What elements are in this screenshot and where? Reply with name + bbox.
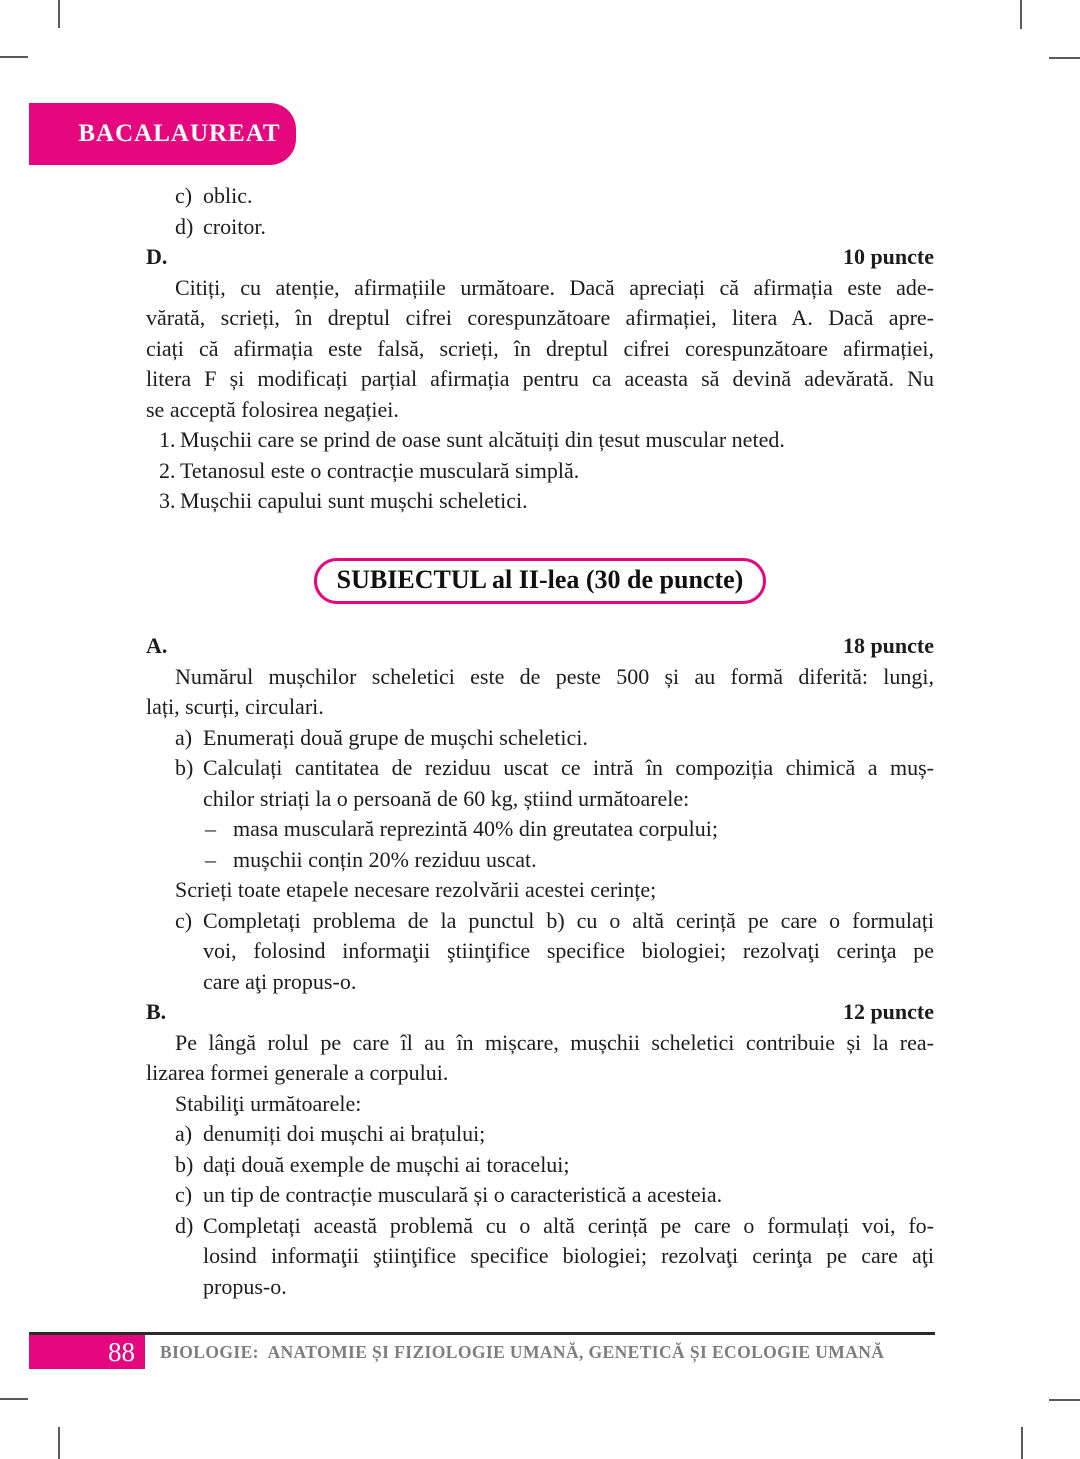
paragraph-line: lați, scurți, circulari. xyxy=(146,694,324,719)
crop-mark xyxy=(1049,1399,1080,1401)
chapter-badge-label: BACALAUREAT xyxy=(78,120,281,147)
section-points: 10 puncte xyxy=(842,244,934,269)
paragraph-line: lizarea formei generale a corpului. xyxy=(146,1060,449,1085)
crop-mark xyxy=(1020,0,1022,29)
section-b-paragraph xyxy=(146,1028,934,1089)
list-marker: d) xyxy=(175,1212,194,1238)
lettered-item xyxy=(146,1119,934,1150)
list-text: denumiți doi mușchi ai brațului; xyxy=(203,1121,486,1146)
crop-mark xyxy=(0,1398,28,1400)
paragraph-line: Numărul mușchilor scheletici este de peste 500 și au formă diferită: lungi, xyxy=(175,663,934,689)
paragraph-line: vărată, scrieți, în dreptul cifrei corespunzătoare afirmației, litera A. Dacă apre- xyxy=(146,305,934,330)
list-marker: 2. xyxy=(159,457,176,483)
crop-mark xyxy=(1049,57,1080,59)
list-item xyxy=(146,212,934,243)
list-text: oblic. xyxy=(203,183,253,208)
list-marker: 1. xyxy=(159,427,176,452)
list-item xyxy=(146,181,934,212)
lettered-item xyxy=(146,1211,934,1303)
section-points: 18 puncte xyxy=(842,633,934,658)
list-marker: a) xyxy=(175,724,193,750)
list-text: masa musculară reprezintă 40% din greutatea corpului; xyxy=(233,816,719,841)
paragraph-line: litera F și modificați parțial afirmația pentru ca aceasta să devină adevărată. Nu xyxy=(146,366,934,391)
item-line: Calculați cantitatea de reziduu uscat ce intră în compoziția chimică a muș- xyxy=(203,755,934,780)
lettered-item xyxy=(146,723,934,754)
chapter-badge xyxy=(29,103,296,165)
item-line: voi, folosind informaţii ştiinţifice specifice biologiei; rezolvaţi cerinţa pe xyxy=(203,938,934,963)
page-number: 88 xyxy=(108,1337,135,1367)
item-line: losind informaţii ştiinţifice specifice biologiei; rezolvaţi cerinţa pe care aţi xyxy=(203,1243,934,1268)
list-marker: b) xyxy=(175,755,194,780)
numbered-item xyxy=(146,425,934,456)
page-number-box xyxy=(29,1335,145,1369)
list-text: un tip de contracție musculară și o caracteristică a acesteia. xyxy=(203,1182,723,1207)
section-d-paragraph xyxy=(146,273,934,426)
item-line: Completați această problemă cu o altă cerință pe care o formulați voi, fo- xyxy=(203,1212,934,1238)
section-a-heading xyxy=(146,631,934,662)
item-line: care aţi propus-o. xyxy=(203,968,357,994)
section-label: A. xyxy=(146,633,168,658)
list-text: Enumerați două grupe de mușchi scheletici. xyxy=(203,724,588,750)
list-text: Tetanosul este o contracție musculară simplă. xyxy=(180,457,580,483)
section-label: D. xyxy=(146,244,168,269)
list-text: dați două exemple de mușchi ai toracelui; xyxy=(203,1151,570,1177)
dash-item xyxy=(146,845,934,876)
paragraph-line: ciați că afirmația este falsă, scrieți, în dreptul cifrei corespunzătoare afirmației, xyxy=(146,335,934,361)
lettered-item xyxy=(146,1180,934,1211)
section-points: 12 puncte xyxy=(842,999,934,1024)
item-line: chilor striați la o persoană de 60 kg, știind următoarele: xyxy=(203,785,690,811)
list-marker: d) xyxy=(175,213,194,239)
list-text xyxy=(203,1211,934,1303)
list-marker: a) xyxy=(175,1121,193,1146)
subject-title-box: SUBIECTUL al II-lea (30 de puncte) xyxy=(314,558,767,605)
item-line: Completați problema de la punctul b) cu o altă cerință pe care o formulați xyxy=(203,907,934,933)
dash-marker: – xyxy=(205,846,216,872)
crop-mark xyxy=(0,56,28,58)
section-a-paragraph xyxy=(146,662,934,723)
page-content xyxy=(146,181,934,1302)
crop-mark xyxy=(1021,1427,1023,1459)
paragraph-line: Pe lângă rolul pe care îl au în mișcare, mușchii scheletici contribuie și la rea- xyxy=(175,1029,934,1055)
lettered-item xyxy=(146,1150,934,1181)
dash-item xyxy=(146,814,934,845)
numbered-item xyxy=(146,456,934,487)
list-text xyxy=(203,753,934,814)
item-line: propus-o. xyxy=(203,1273,287,1299)
crop-mark xyxy=(58,1427,60,1459)
list-text xyxy=(203,906,934,998)
note-line: Scrieți toate etapele necesare rezolvării acestei cerințe; xyxy=(175,877,657,902)
paragraph-line: Citiți, cu atenție, afirmațiile următoare. Dacă apreciați că afirmația este ade- xyxy=(175,274,934,300)
subject-title-wrap xyxy=(146,558,934,605)
section-b-heading xyxy=(146,997,934,1028)
list-text: Mușchii care se prind de oase sunt alcătuiți din țesut muscular neted. xyxy=(180,427,785,452)
section-d-heading xyxy=(146,242,934,273)
list-text: mușchii conțin 20% reziduu uscat. xyxy=(233,846,537,872)
numbered-item xyxy=(146,486,934,517)
footer-book-title: BIOLOGIE: ANATOMIE ȘI FIZIOLOGIE UMANĂ, GENETICĂ ȘI ECOLOGIE UMANĂ xyxy=(160,1341,885,1362)
list-marker: c) xyxy=(175,1182,193,1207)
dash-marker: – xyxy=(205,816,216,841)
list-marker: c) xyxy=(175,183,193,208)
lettered-item xyxy=(146,906,934,998)
list-text: croitor. xyxy=(203,213,266,239)
lettered-item xyxy=(146,753,934,814)
paragraph-line: se acceptă folosirea negației. xyxy=(146,396,399,422)
list-marker: c) xyxy=(175,907,193,933)
list-marker: b) xyxy=(175,1151,194,1177)
section-label: B. xyxy=(146,999,167,1024)
list-marker: 3. xyxy=(159,488,176,513)
crop-mark xyxy=(58,0,60,28)
list-text: Mușchii capului sunt mușchi scheletici. xyxy=(180,488,528,513)
note-line: Stabiliţi următoarele: xyxy=(175,1090,362,1116)
